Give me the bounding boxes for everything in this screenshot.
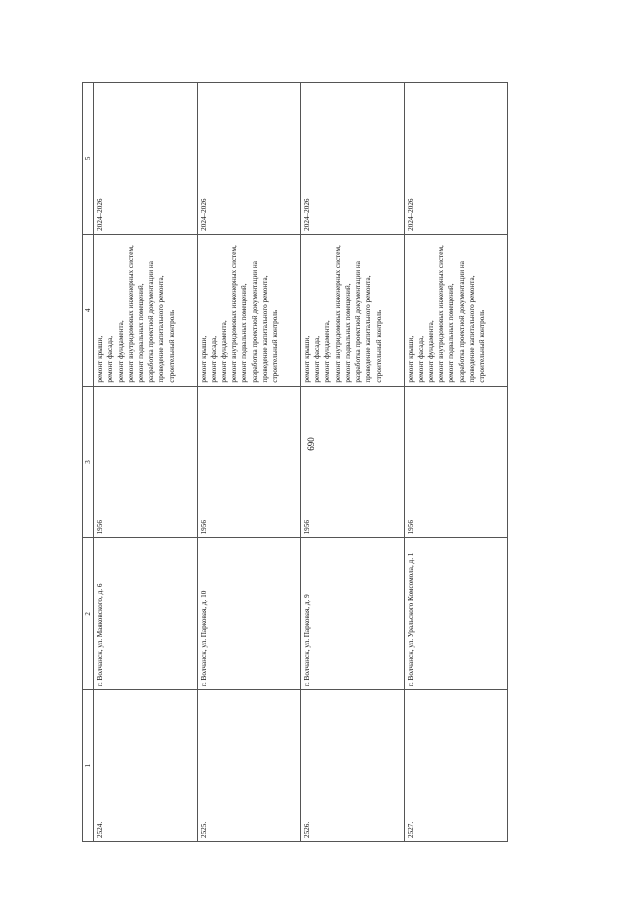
work-item: ремонт фасада, [313,335,322,383]
building-address: г. Волчанск, ул. Уральского Комсомола, д. 1 [404,538,507,690]
works-list [404,234,507,386]
row-number: 2527. [404,690,507,842]
building-address: г. Волчанск, ул. Маяковского, д. 6 [94,538,197,690]
works-list [94,234,197,386]
repair-period: 2024–2026 [197,83,300,235]
work-item: ремонт фундамента, [426,320,435,383]
row-number: 2525. [197,690,300,842]
work-item: ремонт внутридомовых инженерных систем, [333,245,342,383]
work-item: ремонт фундамента, [323,320,332,383]
work-item: строительный контроль [374,309,383,383]
work-item: строительный контроль [477,309,486,383]
work-item: разработка проектной документации на [250,261,259,383]
work-item: ремонт фундамента, [220,320,229,383]
work-item: строительный контроль [271,309,280,383]
column-number-1: 1 [83,690,94,842]
building-address: г. Волчанск, ул. Парковая, д. 9 [301,538,404,690]
table-row [301,83,404,842]
work-item: ремонт подвальных помещений, [240,283,249,383]
work-item: ремонт подвальных помещений, [343,283,352,383]
construction-year: 1956 [197,386,300,538]
construction-year: 1956 [404,386,507,538]
works-list [197,234,300,386]
works-list [301,234,404,386]
construction-year: 1956 [301,386,404,538]
table-row [197,83,300,842]
column-number-4: 4 [83,234,94,386]
column-number-3: 3 [83,386,94,538]
work-item: разработка проектной документации на [354,261,363,383]
row-number: 2526. [301,690,404,842]
table-rotation-frame [82,82,508,842]
work-item: проведение капитального ремонта, [467,275,476,383]
work-item: ремонт фасада, [209,335,218,383]
work-item: ремонт фасада, [416,335,425,383]
work-item: ремонт фасада, [106,335,115,383]
column-number-row [83,83,94,842]
work-item: ремонт внутридомовых инженерных систем, [126,245,135,383]
work-item: ремонт внутридомовых инженерных систем, [230,245,239,383]
work-item: ремонт крыши, [96,335,105,383]
work-item: разработка проектной документации на [457,261,466,383]
repair-period: 2024–2026 [404,83,507,235]
capital-repair-table [82,82,508,842]
table-row [94,83,197,842]
work-item: строительный контроль [167,309,176,383]
work-item: ремонт крыши, [199,335,208,383]
work-item: ремонт внутридомовых инженерных систем, [437,245,446,383]
repair-period: 2024–2026 [301,83,404,235]
column-number-5: 5 [83,83,94,235]
row-number: 2524. [94,690,197,842]
repair-period: 2024–2026 [94,83,197,235]
work-item: проведение капитального ремонта, [157,275,166,383]
work-item: разработка проектной документации на [147,261,156,383]
rotated-table-container [82,82,508,842]
page-number: 690 [306,437,316,451]
column-number-2: 2 [83,538,94,690]
work-item: проведение капитального ремонта, [364,275,373,383]
work-item: ремонт подвальных помещений, [137,283,146,383]
construction-year: 1956 [94,386,197,538]
building-address: г. Волчанск, ул. Парковая, д. 10 [197,538,300,690]
work-item: ремонт крыши, [406,335,415,383]
table-row [404,83,507,842]
work-item: ремонт подвальных помещений, [447,283,456,383]
work-item: ремонт крыши, [303,335,312,383]
work-item: ремонт фундамента, [116,320,125,383]
work-item: проведение капитального ремонта, [260,275,269,383]
